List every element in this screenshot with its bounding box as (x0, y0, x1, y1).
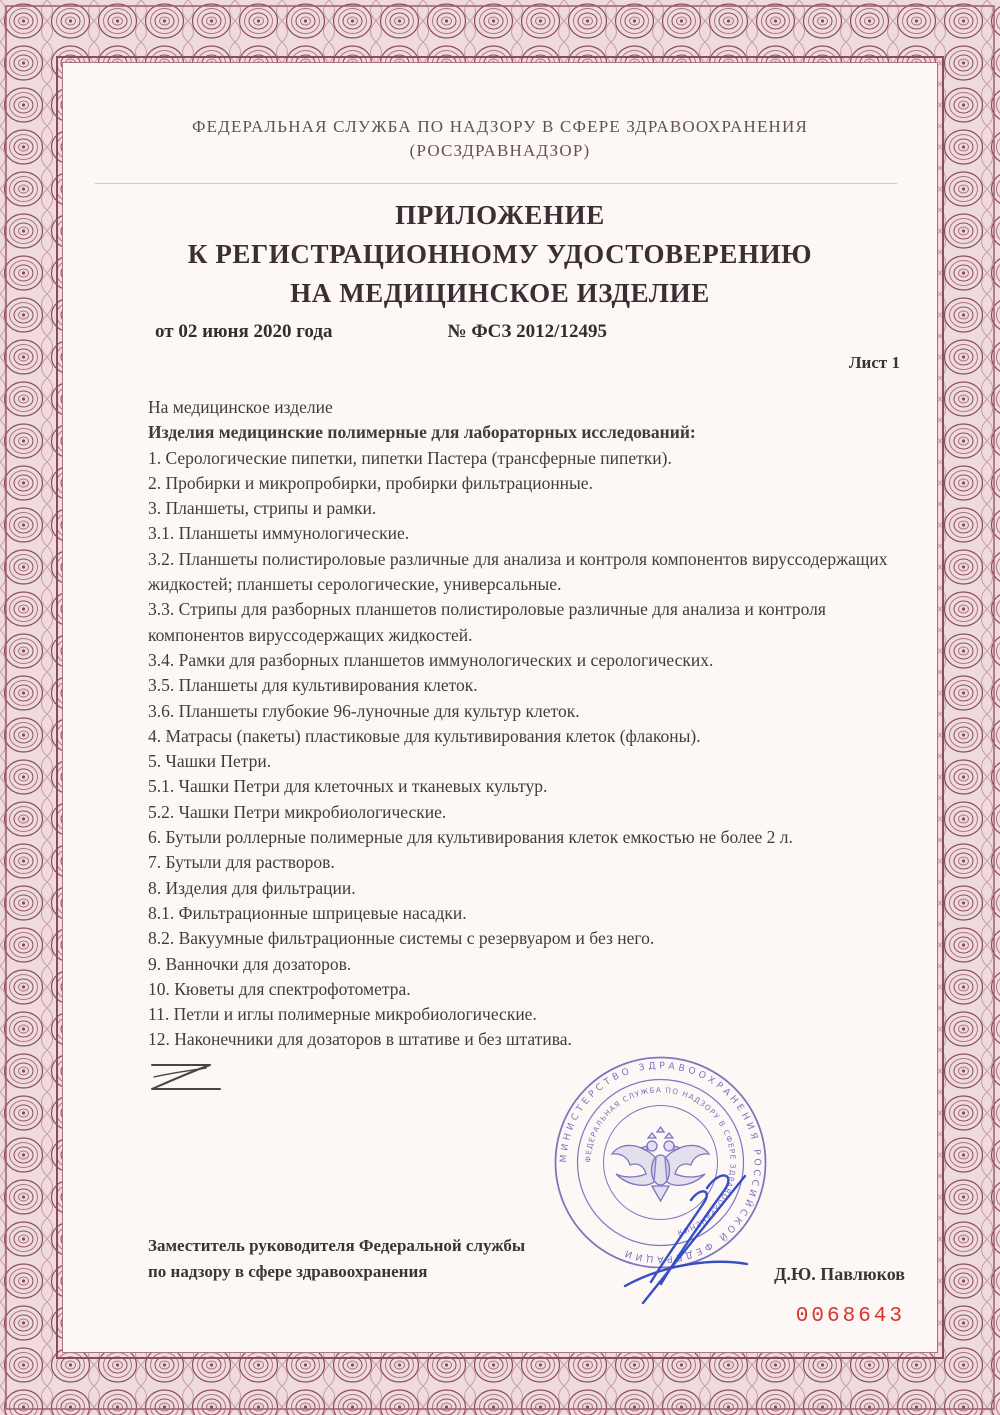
signatory-position (148, 1233, 525, 1285)
issuing-authority-line1: ФЕДЕРАЛЬНАЯ СЛУЖБА ПО НАДЗОРУ В СФЕРЕ ЗДРАВООХРАНЕНИЯ (191, 117, 809, 136)
list-item: 11. Петли и иглы полимерные микробиологические. (148, 1004, 537, 1025)
list-item: 1. Серологические пипетки, пипетки Пастера (трансферные пипетки). (148, 447, 672, 468)
list-item: 7. Бутыли для растворов. (148, 852, 335, 873)
certificate-content (65, 65, 935, 1350)
document-title-line1: ПРИЛОЖЕНИЕ (395, 200, 605, 230)
document-body (148, 395, 909, 1101)
list-item: 4. Матрасы (пакеты) пластиковые для культивирования клеток (флаконы). (148, 725, 701, 746)
list-item: 3.2. Планшеты полистироловые различные для анализа и контроля компонентов вируссодержащих жидкостей; планшеты серологические, универсальные. (148, 548, 888, 595)
list-item: 8.2. Вакуумные фильтрационные системы с резервуаром и без него. (148, 928, 655, 949)
signatory-position-line2: по надзору в сфере здравоохранения (148, 1262, 428, 1281)
list-item: 12. Наконечники для дозаторов в штативе и без штатива. (148, 1029, 572, 1050)
form-serial-number: 0068643 (795, 1305, 905, 1328)
list-item: 3. Планшеты, стрипы и рамки. (148, 498, 377, 519)
signatory-position-line1: Заместитель руководителя Федеральной службы (148, 1236, 526, 1255)
registration-number: № ФСЗ 2012/12495 (447, 321, 607, 342)
list-item: 5.2. Чашки Петри микробиологические. (148, 801, 447, 822)
document-title-line2: К РЕГИСТРАЦИОННОМУ УДОСТОВЕРЕНИЮ (187, 239, 813, 269)
end-of-text-mark (148, 1055, 233, 1101)
document-title-line3: НА МЕДИЦИНСКОЕ ИЗДЕЛИЕ (290, 278, 710, 308)
issuing-authority (65, 115, 935, 163)
stamp-outer-ring-text: МИНИСТЕРСТВО ЗДРАВООХРАНЕНИЯ РОССИЙСКОЙ ФЕДЕРАЦИИ (558, 1060, 763, 1265)
list-item: 10. Кюветы для спектрофотометра. (148, 978, 411, 999)
list-item: 5. Чашки Петри. (148, 751, 272, 772)
list-item: 3.1. Планшеты иммунологические. (148, 523, 410, 544)
signatory-name: Д.Ю. Павлюков (774, 1264, 905, 1284)
list-item: 3.3. Стрипы для разборных планшетов полистироловые различные для анализа и контроля компонентов вируссодержащих жидкостей. (148, 599, 826, 645)
product-title: Изделия медицинские полимерные для лабораторных исследований: (148, 422, 696, 443)
list-item: 3.6. Планшеты глубокие 96-луночные для культур клеток. (148, 700, 580, 721)
list-item: 8. Изделия для фильтрации. (148, 877, 356, 898)
list-item: 6. Бутыли роллерные полимерные для культивирования клеток емкостью не более 2 л. (148, 827, 793, 848)
body-intro: На медицинское изделие (148, 397, 333, 417)
list-item: 5.1. Чашки Петри для клеточных и тканевых культур. (148, 776, 548, 797)
list-item: 8.1. Фильтрационные шприцевые насадки. (148, 902, 467, 923)
sheet-number: Лист 1 (848, 353, 900, 372)
product-list (148, 446, 909, 1053)
signature-block (148, 1233, 905, 1285)
list-item: 3.5. Планшеты для культивирования клеток. (148, 675, 478, 696)
stamp-inner-ring-text: ФЕДЕРАЛЬНАЯ СЛУЖБА ПО НАДЗОРУ В СФЕРЕ ЗДРАВООХРАНЕНИЯ (583, 1085, 738, 1238)
list-item: 9. Ванночки для дозаторов. (148, 953, 352, 974)
header-divider (95, 183, 897, 184)
list-item: 3.4. Рамки для разборных планшетов иммунологических и серологических. (148, 649, 714, 670)
issue-date: от 02 июня 2020 года (155, 321, 333, 342)
issuing-authority-line2: (РОСЗДРАВНАДЗОР) (409, 141, 591, 160)
meta-row (65, 321, 935, 343)
list-item: 2. Пробирки и микропробирки, пробирки фильтрационные. (148, 472, 593, 493)
document-title (65, 196, 935, 313)
